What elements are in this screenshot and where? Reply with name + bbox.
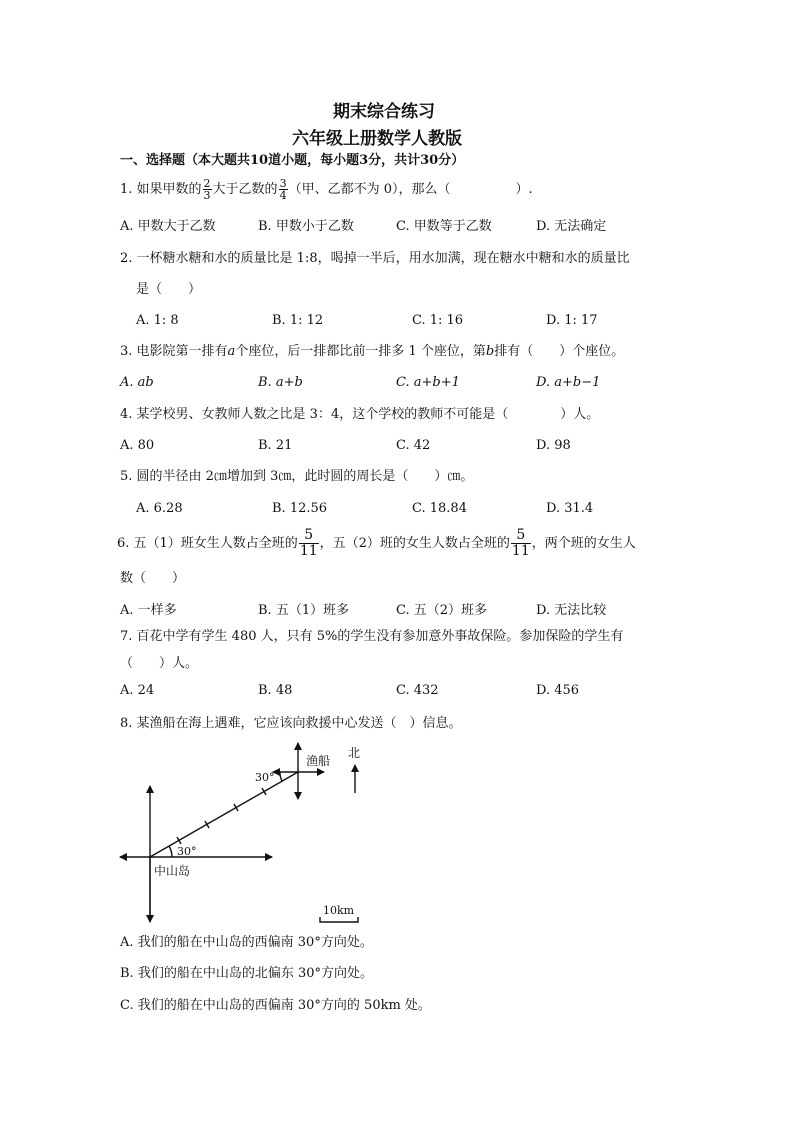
question-8: 8. 某渔船在海上遇难，它应该向救援中心发送（ ）信息。 xyxy=(120,716,462,731)
q4-option-b: B. 21 xyxy=(258,438,293,453)
q7-option-a: A. 24 xyxy=(120,683,155,698)
question-3: 3. 电影院第一排有a个座位，后一排都比前一排多 1 个座位，第b排有（ ）个座位。 xyxy=(120,344,625,359)
q1-option-b: B. 甲数小于乙数 xyxy=(258,219,354,234)
question-2-line2: 是（ ） xyxy=(136,282,202,297)
island-label: 中山岛 xyxy=(154,864,191,878)
q8-option-a: A. 我们的船在中山岛的西偏南 30°方向处。 xyxy=(120,935,373,950)
fraction-2-3: $\frac{2}{3}$ xyxy=(203,177,211,202)
north-label: 北 xyxy=(348,746,361,760)
q6-option-c: C. 五（2）班多 xyxy=(396,603,488,618)
q1-option-c: C. 甲数等于乙数 xyxy=(396,219,492,234)
q3-option-a: A. ab xyxy=(120,375,154,390)
angle-label-top: 30° xyxy=(255,771,275,784)
q5-option-b: B. 12.56 xyxy=(272,501,328,516)
angle-label-bottom: 30° xyxy=(177,845,197,858)
q1-text-pre: 1. 如果甲数的 xyxy=(120,182,202,197)
q7-option-c: C. 432 xyxy=(396,683,439,698)
q5-option-d: D. 31.4 xyxy=(546,501,594,516)
scale-bar xyxy=(320,917,358,922)
q2-option-c: C. 1: 16 xyxy=(412,313,464,328)
question-6-line2: 数（ ） xyxy=(120,571,186,586)
route-line xyxy=(150,772,298,857)
question-7-line2: （ ）人。 xyxy=(120,656,199,671)
fraction-5-11: $\frac{5}{11}$ xyxy=(299,527,318,559)
fraction-3-4: $\frac{3}{4}$ xyxy=(279,177,287,202)
q3-option-c: C. a+b+1 xyxy=(396,375,460,390)
q7-option-b: B. 48 xyxy=(258,683,293,698)
q1-option-d: D. 无法确定 xyxy=(536,219,607,234)
q2-option-a: A. 1: 8 xyxy=(136,313,179,328)
question-7: 7. 百花中学有学生 480 人，只有 5%的学生没有参加意外事故保险。参加保险的学生有 xyxy=(120,629,624,644)
scale-label: 10km xyxy=(323,904,355,917)
q2-option-b: B. 1: 12 xyxy=(272,313,324,328)
q8-option-c: C. 我们的船在中山岛的西偏南 30°方向的 50km 处。 xyxy=(120,998,431,1013)
variable-b: b xyxy=(485,344,495,359)
q4-option-a: A. 80 xyxy=(120,438,155,453)
q3-option-b: B. a+b xyxy=(258,375,303,390)
q4-option-c: C. 42 xyxy=(396,438,431,453)
q6-option-a: A. 一样多 xyxy=(120,603,177,618)
q1-text-mid: 大于乙数的 xyxy=(212,182,278,197)
question-2: 2. 一杯糖水糖和水的质量比是 1:8，喝掉一半后，用水加满，现在糖水中糖和水的质量比 xyxy=(120,251,630,266)
q6-option-b: B. 五（1）班多 xyxy=(258,603,350,618)
q5-option-c: C. 18.84 xyxy=(412,501,467,516)
page-subtitle: 六年级上册数学人教版 xyxy=(292,129,462,149)
question-5: 5. 圆的半径由 2㎝增加到 3㎝，此时圆的周长是（ ）㎝。 xyxy=(120,469,474,484)
q1-text-post: （甲、乙都不为 0），那么（ ）. xyxy=(288,182,533,197)
q2-option-d: D. 1: 17 xyxy=(546,313,598,328)
q1-option-a: A. 甲数大于乙数 xyxy=(120,219,216,234)
angle-arc-bottom xyxy=(169,846,172,857)
fraction-5-11: $\frac{5}{11}$ xyxy=(511,527,530,559)
q6-option-d: D. 无法比较 xyxy=(536,603,607,618)
question-4: 4. 某学校男、女教师人数之比是 3：4，这个学校的教师不可能是（ ）人。 xyxy=(120,407,600,422)
boat-label: 渔船 xyxy=(306,754,331,768)
question-6: 6. 五（1）班女生人数占全班的 $\frac{5}{11}$ ，五（2）班的女生人数占全班的 $\frac{5}{11}$ ，两个班的女生人 xyxy=(117,527,636,559)
variable-a: a xyxy=(227,344,236,359)
q4-option-d: D. 98 xyxy=(536,438,571,453)
q8-option-b: B. 我们的船在中山岛的北偏东 30°方向处。 xyxy=(120,966,373,981)
angle-arc-top xyxy=(280,772,282,781)
q7-option-d: D. 456 xyxy=(536,683,580,698)
page-title: 期末综合练习 xyxy=(333,102,435,122)
section-heading: 一、选择题（本大题共10道小题，每小题3分，共计30分） xyxy=(120,153,465,168)
q3-option-d: D. a+b−1 xyxy=(536,375,601,390)
q5-option-a: A. 6.28 xyxy=(136,501,183,516)
